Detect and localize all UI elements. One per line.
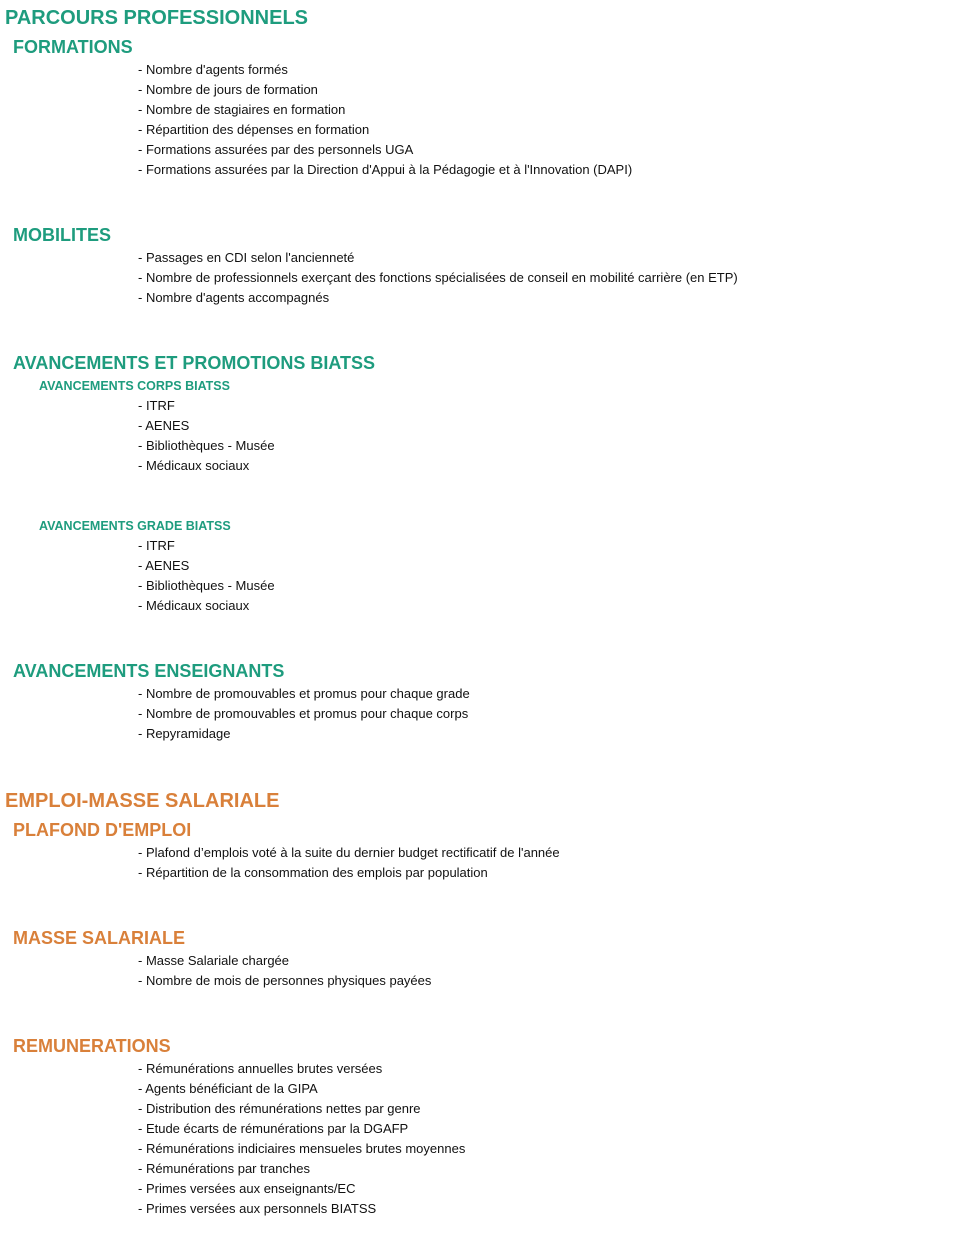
list-item: - Rémunérations indiciaires mensueles brutes moyennes [138,1141,466,1156]
list-item: - Répartition de la consommation des emplois par population [138,865,488,880]
list-item: - Repyramidage [138,726,231,741]
list-item: - Nombre d'agents formés [138,62,288,77]
list-item: - Nombre de professionnels exerçant des fonctions spécialisées de conseil en mobilité carrière (en ETP) [138,270,738,285]
list-item: - Bibliothèques - Musée [138,438,275,453]
list-item: - Formations assurées par des personnels UGA [138,142,414,157]
subsection-title-formations: FORMATIONS [13,37,133,57]
list-item: - Médicaux sociaux [138,598,250,613]
list-item: - Plafond d’emplois voté à la suite du dernier budget rectificatif de l'année [138,845,560,860]
subsection-title-mobilites: MOBILITES [13,225,111,245]
section-title-parcours-professionnels: PARCOURS PROFESSIONNELS [5,7,308,29]
subsection-title-remunerations: REMUNERATIONS [13,1036,171,1056]
list-item: - Nombre de mois de personnes physiques payées [138,973,432,988]
list-item: - Agents bénéficiant de la GIPA [138,1081,318,1096]
group-title-avancements-grade-biatss: AVANCEMENTS GRADE BIATSS [39,519,231,533]
list-item: - Distribution des rémunérations nettes par genre [138,1101,421,1116]
list-item: - Rémunérations annuelles brutes versées [138,1061,383,1076]
list-item: - ITRF [138,398,175,413]
list-item: - AENES [138,418,190,433]
list-item: - Masse Salariale chargée [138,953,290,968]
list-item: - Formations assurées par la Direction d'Appui à la Pédagogie et à l'Innovation (DAPI) [138,162,633,177]
list-item: - Répartition des dépenses en formation [138,122,370,137]
list-item: - Nombre de promouvables et promus pour chaque grade [138,686,470,701]
list-item: - Etude écarts de rémunérations par la DGAFP [138,1121,409,1136]
list-item: - Nombre d'agents accompagnés [138,290,330,305]
list-item: - Nombre de promouvables et promus pour chaque corps [138,706,469,721]
list-item: - AENES [138,558,190,573]
list-item: - Primes versées aux enseignants/EC [138,1181,356,1196]
list-item: - Nombre de jours de formation [138,82,318,97]
subsection-title-masse-salariale: MASSE SALARIALE [13,928,186,948]
list-item: - Bibliothèques - Musée [138,578,275,593]
list-item: - Rémunérations par tranches [138,1161,310,1176]
section-title-emploi-masse-salariale: EMPLOI-MASSE SALARIALE [5,790,280,812]
subsection-title-avancements-enseignants: AVANCEMENTS ENSEIGNANTS [13,661,285,681]
list-item: - Nombre de stagiaires en formation [138,102,346,117]
list-item: - Médicaux sociaux [138,458,250,473]
list-item: - Passages en CDI selon l'ancienneté [138,250,355,265]
subsection-title-avancements-promotions-biatss: AVANCEMENTS ET PROMOTIONS BIATSS [13,353,376,373]
subsection-title-plafond-emploi: PLAFOND D'EMPLOI [13,820,192,840]
list-item: - ITRF [138,538,175,553]
list-item: - Primes versées aux personnels BIATSS [138,1201,377,1216]
group-title-avancements-corps-biatss: AVANCEMENTS CORPS BIATSS [39,379,230,393]
